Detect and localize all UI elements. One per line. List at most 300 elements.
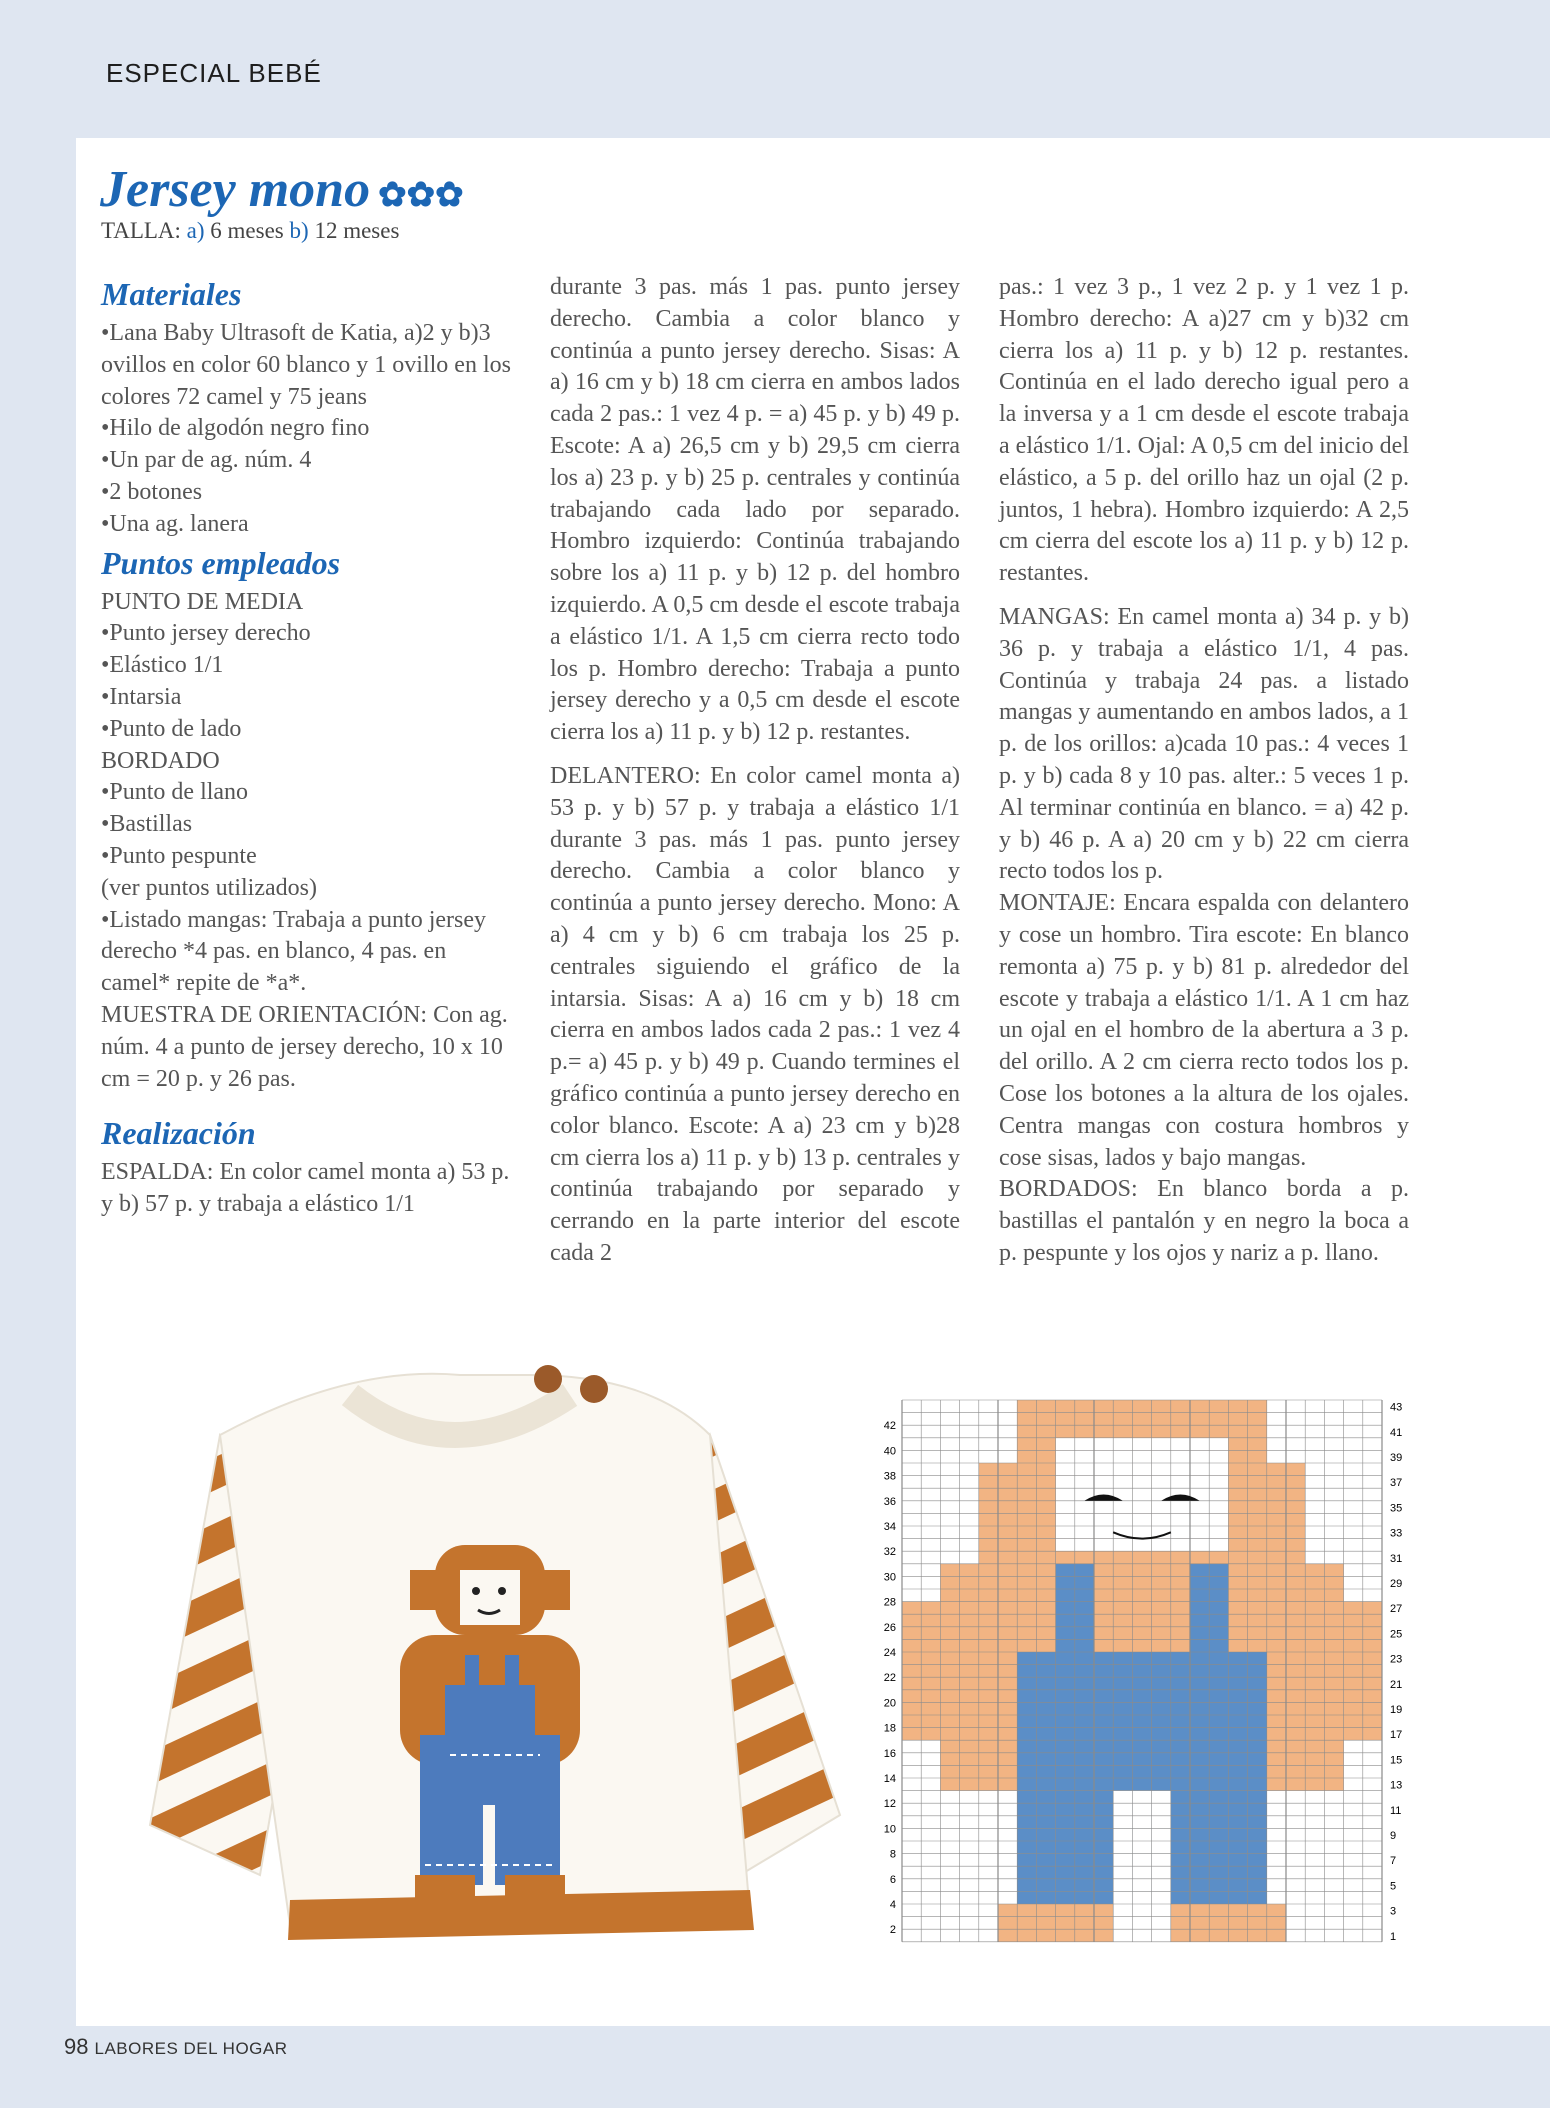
chart-cell — [1190, 1413, 1209, 1426]
chart-cell — [1267, 1576, 1286, 1589]
chart-cell — [1171, 1778, 1190, 1791]
chart-cell — [1248, 1551, 1267, 1564]
chart-cell — [1152, 1816, 1171, 1829]
chart-cell — [1286, 1513, 1305, 1526]
chart-cell — [1094, 1627, 1113, 1640]
chart-cell — [1075, 1564, 1094, 1577]
chart-cell — [1036, 1803, 1055, 1816]
chart-cell — [1190, 1513, 1209, 1526]
chart-cell — [1344, 1602, 1363, 1615]
chart-cell — [1113, 1450, 1132, 1463]
chart-cell — [1036, 1639, 1055, 1652]
chart-cell — [1209, 1564, 1228, 1577]
chart-cell — [1094, 1765, 1113, 1778]
chart-cell — [1248, 1476, 1267, 1489]
chart-cell — [940, 1589, 959, 1602]
chart-cell — [1171, 1715, 1190, 1728]
chart-cell — [1036, 1476, 1055, 1489]
chart-cell — [1036, 1400, 1055, 1413]
chart-cell — [940, 1665, 959, 1678]
chart-cell — [1132, 1488, 1151, 1501]
chart-cell — [1036, 1488, 1055, 1501]
section-header: ESPECIAL BEBÉ — [106, 58, 322, 88]
chart-cell — [1228, 1576, 1247, 1589]
chart-cell — [1363, 1715, 1382, 1728]
chart-cell — [1113, 1564, 1132, 1577]
chart-cell — [1132, 1413, 1151, 1426]
chart-cell — [1152, 1539, 1171, 1552]
chart-cell — [1094, 1425, 1113, 1438]
chart-cell — [1248, 1513, 1267, 1526]
chart-cell — [1132, 1551, 1151, 1564]
chart-cell — [1248, 1539, 1267, 1552]
chart-cell — [1286, 1589, 1305, 1602]
chart-cell — [960, 1627, 979, 1640]
chart-cell — [1171, 1463, 1190, 1476]
chart-cell — [1017, 1551, 1036, 1564]
chart-cell — [1248, 1564, 1267, 1577]
chart-row-label: 19 — [1390, 1704, 1403, 1716]
chart-row-label: 30 — [883, 1571, 896, 1584]
chart-cell — [998, 1715, 1017, 1728]
chart-cell — [1171, 1765, 1190, 1778]
chart-cell — [1017, 1413, 1036, 1426]
chart-cell — [979, 1715, 998, 1728]
chart-cell — [1190, 1891, 1209, 1904]
chart-cell — [1094, 1728, 1113, 1741]
chart-cell — [1075, 1413, 1094, 1426]
chart-cell — [940, 1576, 959, 1589]
chart-cell — [1113, 1400, 1132, 1413]
chart-row-label: 8 — [889, 1848, 896, 1861]
chart-cell — [1056, 1702, 1075, 1715]
chart-cell — [1017, 1438, 1036, 1451]
chart-cell — [1017, 1513, 1036, 1526]
chart-cell — [1209, 1438, 1228, 1451]
stitch-item: PUNTO DE MEDIA — [101, 588, 304, 615]
chart-cell — [1267, 1513, 1286, 1526]
chart-cell — [1363, 1639, 1382, 1652]
chart-cell — [998, 1753, 1017, 1766]
chart-cell — [1305, 1702, 1324, 1715]
chart-cell — [1017, 1425, 1036, 1438]
chart-cell — [1228, 1690, 1247, 1703]
chart-cell — [1152, 1564, 1171, 1577]
chart-cell — [1171, 1929, 1190, 1942]
chart-cell — [979, 1513, 998, 1526]
chart-cell — [1036, 1413, 1055, 1426]
chart-cell — [940, 1652, 959, 1665]
chart-cell — [1036, 1589, 1055, 1602]
chart-cell — [1056, 1425, 1075, 1438]
chart-cell — [1248, 1602, 1267, 1615]
chart-cell — [1152, 1891, 1171, 1904]
chart-cell — [1113, 1665, 1132, 1678]
stitch-item: •Intarsia — [101, 683, 182, 710]
stitch-item: •Punto de lado — [101, 715, 242, 742]
chart-cell — [1094, 1690, 1113, 1703]
chart-cell — [1152, 1602, 1171, 1615]
chart-cell — [998, 1501, 1017, 1514]
chart-cell — [1248, 1816, 1267, 1829]
chart-cell — [1036, 1614, 1055, 1627]
chart-cell — [998, 1665, 1017, 1678]
chart-cell — [1056, 1665, 1075, 1678]
column-1 — [101, 272, 513, 1221]
chart-cell — [921, 1728, 940, 1741]
chart-cell — [1056, 1400, 1075, 1413]
chart-cell — [921, 1602, 940, 1615]
chart-cell — [1094, 1476, 1113, 1489]
chart-row-label: 42 — [883, 1420, 896, 1433]
chart-cell — [1228, 1803, 1247, 1816]
chart-cell — [1152, 1690, 1171, 1703]
chart-cell — [1286, 1463, 1305, 1476]
chart-cell — [1171, 1803, 1190, 1816]
chart-cell — [1267, 1665, 1286, 1678]
chart-cell — [1132, 1879, 1151, 1892]
chart-cell — [1190, 1576, 1209, 1589]
chart-cell — [1056, 1488, 1075, 1501]
chart-cell — [1209, 1488, 1228, 1501]
chart-cell — [1094, 1450, 1113, 1463]
chart-cell — [1094, 1589, 1113, 1602]
chart-cell — [1324, 1753, 1343, 1766]
chart-cell — [1036, 1677, 1055, 1690]
chart-cell — [1267, 1476, 1286, 1489]
chart-cell — [979, 1488, 998, 1501]
chart-cell — [902, 1715, 921, 1728]
chart-row-label: 3 — [1390, 1905, 1397, 1918]
chart-cell — [1190, 1728, 1209, 1741]
chart-cell — [1017, 1816, 1036, 1829]
chart-cell — [1267, 1501, 1286, 1514]
chart-row-label: 31 — [1390, 1552, 1403, 1565]
chart-cell — [998, 1627, 1017, 1640]
chart-cell — [1036, 1450, 1055, 1463]
chart-cell — [1228, 1463, 1247, 1476]
chart-cell — [1248, 1917, 1267, 1930]
chart-row-label: 43 — [1390, 1401, 1403, 1414]
chart-cell — [1132, 1400, 1151, 1413]
chart-row-label: 5 — [1390, 1880, 1397, 1893]
chart-cell — [1190, 1602, 1209, 1615]
size-b-key: b) — [289, 218, 309, 243]
chart-cell — [1094, 1463, 1113, 1476]
chart-cell — [998, 1778, 1017, 1791]
chart-cell — [1036, 1929, 1055, 1942]
chart-cell — [1094, 1828, 1113, 1841]
chart-cell — [1036, 1463, 1055, 1476]
chart-cell — [1248, 1614, 1267, 1627]
chart-cell — [1056, 1564, 1075, 1577]
chart-cell — [1075, 1513, 1094, 1526]
chart-cell — [1171, 1702, 1190, 1715]
chart-cell — [1036, 1841, 1055, 1854]
chart-cell — [1190, 1841, 1209, 1854]
materiales-heading: Materiales — [101, 276, 242, 312]
chart-cell — [1344, 1665, 1363, 1678]
chart-cell — [1190, 1690, 1209, 1703]
chart-row-label: 34 — [883, 1521, 896, 1533]
chart-cell — [960, 1652, 979, 1665]
chart-cell — [940, 1677, 959, 1690]
chart-row-label: 37 — [1390, 1477, 1403, 1490]
chart-cell — [1017, 1740, 1036, 1753]
chart-cell — [998, 1463, 1017, 1476]
chart-cell — [1152, 1413, 1171, 1426]
chart-cell — [1267, 1753, 1286, 1766]
chart-cell — [1036, 1501, 1055, 1514]
chart-cell — [1171, 1791, 1190, 1804]
chart-cell — [1017, 1803, 1036, 1816]
chart-cell — [1171, 1639, 1190, 1652]
chart-cell — [1094, 1526, 1113, 1539]
chart-cell — [1056, 1854, 1075, 1867]
chart-cell — [1248, 1879, 1267, 1892]
chart-cell — [998, 1904, 1017, 1917]
chart-cell — [979, 1753, 998, 1766]
chart-cell — [1094, 1602, 1113, 1615]
chart-cell — [902, 1602, 921, 1615]
chart-cell — [1209, 1513, 1228, 1526]
chart-cell — [1056, 1501, 1075, 1514]
chart-cell — [1171, 1614, 1190, 1627]
chart-cell — [1152, 1627, 1171, 1640]
chart-cell — [1190, 1803, 1209, 1816]
chart-cell — [902, 1690, 921, 1703]
chart-cell — [1017, 1602, 1036, 1615]
chart-cell — [1036, 1917, 1055, 1930]
chart-cell — [1132, 1438, 1151, 1451]
chart-cell — [1017, 1677, 1036, 1690]
chart-cell — [1152, 1866, 1171, 1879]
chart-row-label: 10 — [883, 1823, 896, 1836]
chart-cell — [960, 1602, 979, 1615]
chart-cell — [1075, 1425, 1094, 1438]
chart-cell — [1286, 1778, 1305, 1791]
chart-cell — [1209, 1413, 1228, 1426]
chart-cell — [1190, 1526, 1209, 1539]
chart-cell — [979, 1765, 998, 1778]
chart-cell — [1171, 1891, 1190, 1904]
chart-cell — [1152, 1803, 1171, 1816]
chart-cell — [1190, 1614, 1209, 1627]
chart-cell — [1190, 1677, 1209, 1690]
chart-cell — [1152, 1753, 1171, 1766]
chart-cell — [1248, 1778, 1267, 1791]
chart-cell — [1075, 1929, 1094, 1942]
chart-cell — [1017, 1854, 1036, 1867]
chart-cell — [1228, 1589, 1247, 1602]
chart-cell — [1171, 1476, 1190, 1489]
stitch-item: •Punto de llano — [101, 779, 249, 806]
chart-cell — [998, 1917, 1017, 1930]
chart-cell — [1075, 1904, 1094, 1917]
chart-cell — [998, 1589, 1017, 1602]
chart-cell — [1036, 1627, 1055, 1640]
chart-cell — [998, 1740, 1017, 1753]
chart-cell — [1152, 1614, 1171, 1627]
chart-cell — [1075, 1627, 1094, 1640]
chart-cell — [1305, 1589, 1324, 1602]
chart-cell — [1248, 1463, 1267, 1476]
chart-cell — [1248, 1891, 1267, 1904]
chart-row-label: 27 — [1390, 1603, 1403, 1616]
chart-cell — [1056, 1576, 1075, 1589]
chart-cell — [1094, 1539, 1113, 1552]
chart-cell — [1132, 1816, 1151, 1829]
column-2 — [550, 272, 960, 1270]
chart-cell — [1075, 1803, 1094, 1816]
chart-cell — [1132, 1828, 1151, 1841]
chart-cell — [1171, 1526, 1190, 1539]
chart-cell — [1075, 1753, 1094, 1766]
chart-cell — [1286, 1765, 1305, 1778]
chart-cell — [1286, 1753, 1305, 1766]
chart-cell — [1075, 1828, 1094, 1841]
chart-row-label: 17 — [1390, 1729, 1403, 1742]
chart-cell — [940, 1639, 959, 1652]
chart-row-label: 15 — [1390, 1754, 1403, 1767]
chart-cell — [1056, 1765, 1075, 1778]
chart-cell — [1113, 1728, 1132, 1741]
chart-row-label: 6 — [889, 1873, 896, 1886]
chart-cell — [1324, 1602, 1343, 1615]
chart-cell — [1113, 1627, 1132, 1640]
chart-cell — [1209, 1589, 1228, 1602]
chart-cell — [1267, 1564, 1286, 1577]
chart-cell — [1094, 1866, 1113, 1879]
chart-cell — [1075, 1539, 1094, 1552]
chart-cell — [1190, 1652, 1209, 1665]
chart-cell — [1248, 1413, 1267, 1426]
size-a-value: 6 meses — [210, 218, 284, 243]
chart-cell — [1363, 1677, 1382, 1690]
chart-cell — [1132, 1854, 1151, 1867]
chart-cell — [1056, 1753, 1075, 1766]
chart-cell — [1344, 1627, 1363, 1640]
chart-cell — [1190, 1627, 1209, 1640]
sweater-photo — [150, 1355, 880, 1995]
chart-cell — [1056, 1602, 1075, 1615]
chart-cell — [960, 1564, 979, 1577]
chart-cell — [1190, 1879, 1209, 1892]
chart-cell — [960, 1778, 979, 1791]
chart-cell — [1209, 1614, 1228, 1627]
chart-cell — [1075, 1589, 1094, 1602]
chart-cell — [1152, 1576, 1171, 1589]
chart-cell — [1190, 1551, 1209, 1564]
chart-cell — [960, 1753, 979, 1766]
material-item: •Una ag. lanera — [101, 510, 249, 537]
chart-cell — [940, 1740, 959, 1753]
chart-cell — [1075, 1702, 1094, 1715]
chart-cell — [1056, 1715, 1075, 1728]
chart-cell — [1056, 1677, 1075, 1690]
chart-cell — [979, 1665, 998, 1678]
chart-cell — [1075, 1917, 1094, 1930]
chart-cell — [1228, 1677, 1247, 1690]
chart-cell — [940, 1753, 959, 1766]
chart-cell — [1228, 1791, 1247, 1804]
chart-cell — [1094, 1652, 1113, 1665]
chart-cell — [1075, 1891, 1094, 1904]
chart-row-label: 24 — [883, 1647, 896, 1659]
stitch-item: (ver puntos utilizados) — [101, 874, 317, 901]
chart-cell — [1017, 1891, 1036, 1904]
chart-cell — [1094, 1904, 1113, 1917]
chart-cell — [1094, 1740, 1113, 1753]
chart-cell — [1190, 1463, 1209, 1476]
chart-cell — [1017, 1652, 1036, 1665]
chart-row-label: 23 — [1390, 1653, 1403, 1666]
chart-cell — [1305, 1690, 1324, 1703]
chart-cell — [1363, 1690, 1382, 1703]
chart-cell — [1344, 1715, 1363, 1728]
chart-row-label: 21 — [1390, 1678, 1403, 1691]
chart-cell — [1228, 1564, 1247, 1577]
chart-row-label: 11 — [1390, 1804, 1402, 1817]
chart-cell — [1228, 1816, 1247, 1829]
chart-cell — [1324, 1740, 1343, 1753]
chart-cell — [979, 1463, 998, 1476]
chart-cell — [1132, 1589, 1151, 1602]
chart-cell — [1286, 1639, 1305, 1652]
chart-cell — [1017, 1665, 1036, 1678]
chart-cell — [1017, 1828, 1036, 1841]
chart-cell — [1286, 1614, 1305, 1627]
chart-cell — [960, 1639, 979, 1652]
chart-cell — [1344, 1652, 1363, 1665]
chart-cell — [1267, 1639, 1286, 1652]
chart-cell — [1036, 1866, 1055, 1879]
chart-cell — [979, 1677, 998, 1690]
chart-cell — [1132, 1501, 1151, 1514]
chart-cell — [1248, 1589, 1267, 1602]
chart-cell — [1305, 1602, 1324, 1615]
chart-cell — [1267, 1627, 1286, 1640]
chart-cell — [1248, 1854, 1267, 1867]
chart-row-label: 33 — [1390, 1527, 1403, 1540]
chart-cell — [1228, 1904, 1247, 1917]
chart-cell — [1267, 1589, 1286, 1602]
chart-cell — [1132, 1513, 1151, 1526]
chart-cell — [1036, 1576, 1055, 1589]
chart-cell — [1171, 1551, 1190, 1564]
chart-cell — [1094, 1816, 1113, 1829]
chart-cell — [1152, 1652, 1171, 1665]
chart-cell — [998, 1929, 1017, 1942]
chart-row-label: 32 — [883, 1546, 896, 1559]
chart-cell — [1190, 1904, 1209, 1917]
chart-cell — [1094, 1677, 1113, 1690]
chart-row-label: 28 — [883, 1596, 896, 1609]
chart-cell — [1094, 1438, 1113, 1451]
chart-cell — [1209, 1715, 1228, 1728]
chart-cell — [1056, 1828, 1075, 1841]
chart-cell — [1171, 1816, 1190, 1829]
chart-cell — [1132, 1677, 1151, 1690]
chart-cell — [902, 1627, 921, 1640]
instructions-text: pas.: 1 vez 3 p., 1 vez 2 p. y 1 vez 1 p. Hombro derecho: A a)27 cm y b)32 cm cierra los a) 11 p. y b) 12 p. restantes. Continúa en el lado derecho igual pero a la inversa y a 1 cm desde el escote trabaja a elástico 1/1. Ojal: A 0,5 cm del inicio del elástico, a 5 p. del orillo haz un ojal (2 p. juntos, 1 hebra). Hombro izquierdo: A 2,5 cm cierra del escote los a) 11 p. y b) 12 p. restantes. — [999, 274, 1409, 587]
chart-cell — [1017, 1753, 1036, 1766]
chart-cell — [1017, 1778, 1036, 1791]
mangas-text: MANGAS: En camel monta a) 34 p. y b) 36 p. y trabaja a elástico 1/1, 4 pas. Continúa y trabaja 24 pas. a listado mangas y aumentando en ambos lados, a 1 p. de los orillos: a)cada 10 pas.: 4 veces 1 p. y b) cada 8 y 10 pas. alter.: 5 veces 1 p. Al terminar continúa en blanco. = a) 42 p. y b) 46 p. A a) 20 cm y b) 22 cm cierra recto todos los p. — [999, 603, 1409, 885]
chart-cell — [1171, 1665, 1190, 1678]
chart-cell — [1248, 1665, 1267, 1678]
chart-cell — [1075, 1602, 1094, 1615]
